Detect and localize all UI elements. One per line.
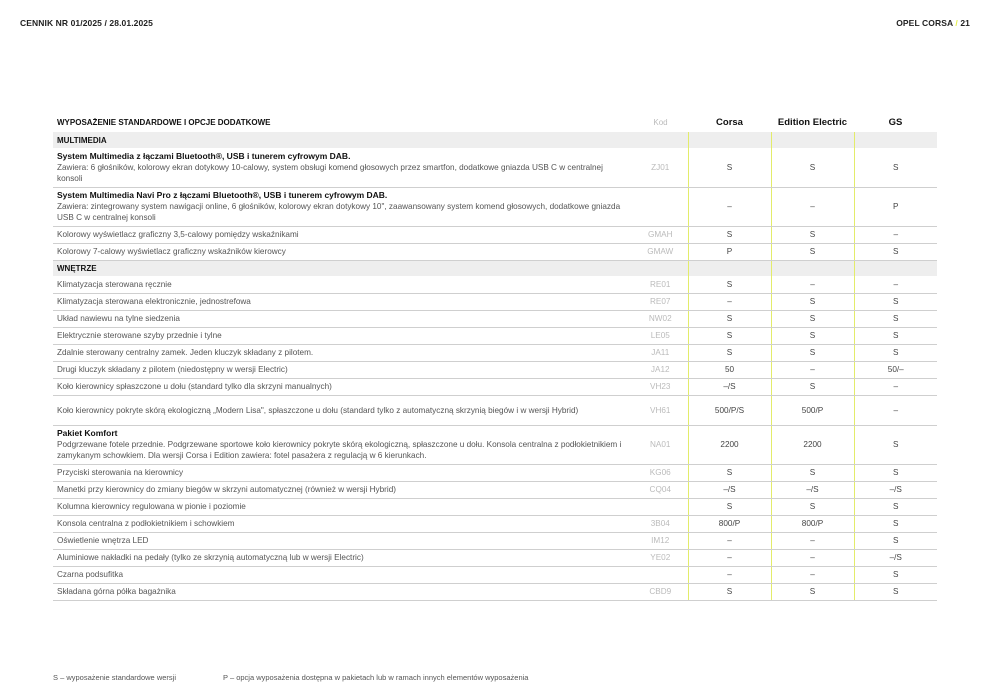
equipment-details: Zawiera: 6 głośników, kolorowy ekran dotykowy 10-calowy, system obsługi komend głosowych przez smartfon, dodatkowe gniazda USB C w centralnej konsoli (57, 162, 603, 183)
equipment-details: Elektrycznie sterowane szyby przednie i tylne (57, 331, 222, 340)
equipment-code: KG06 (633, 464, 688, 481)
table-row (53, 464, 937, 481)
slash-separator: / (955, 18, 958, 28)
value-edition-electric: –/S (771, 481, 854, 498)
equipment-description (53, 276, 633, 293)
value-edition-electric: 800/P (771, 515, 854, 532)
legend-standard: S – wyposażenie standardowe wersji (53, 673, 176, 682)
value-gs: – (854, 395, 937, 425)
value-gs: S (854, 566, 937, 583)
value-gs: S (854, 583, 937, 600)
equipment-title: Pakiet Komfort (57, 428, 118, 438)
equipment-code: GMAH (633, 226, 688, 243)
equipment-code: ZJ01 (633, 148, 688, 187)
value-corsa: –/S (688, 378, 771, 395)
section-title: MULTIMEDIA (53, 132, 688, 148)
value-gs: S (854, 327, 937, 344)
equipment-title: System Multimedia z łączami Bluetooth®, USB i tunerem cyfrowym DAB. (57, 150, 351, 161)
equipment-description (53, 187, 633, 226)
equipment-code: RE07 (633, 293, 688, 310)
value-corsa: 800/P (688, 515, 771, 532)
table-header (53, 112, 937, 132)
value-gs: S (854, 148, 937, 187)
equipment-description (53, 310, 633, 327)
table-row (53, 532, 937, 549)
value-edition-electric: S (771, 293, 854, 310)
table-row (53, 583, 937, 600)
value-corsa: S (688, 464, 771, 481)
table-row (53, 515, 937, 532)
value-corsa: 500/P/S (688, 395, 771, 425)
equipment-title: System Multimedia Navi Pro z łączami Bluetooth®, USB i tunerem cyfrowym DAB. (57, 190, 388, 200)
legend-option: P – opcja wyposażenia dostępna w pakietach lub w ramach innych elementów wyposażenia (223, 673, 529, 682)
value-corsa: S (688, 148, 771, 187)
page-number: 21 (960, 18, 970, 28)
value-gs: S (854, 425, 937, 464)
table-row (53, 361, 937, 378)
value-gs: –/S (854, 481, 937, 498)
equipment-details: Podgrzewane fotele przednie. Podgrzewane sportowe koło kierownicy pokryte skórą ekologiczną, spłaszczone u dołu. Konsola centralna z podłokietnikiem i zamykanym schowkiem. Dla wersji Corsa i Edition zawiera: fotel pasażera z regulacją w 6 kierunkach. (57, 440, 622, 460)
table-row (53, 378, 937, 395)
price-list-number: CENNIK NR 01/2025 (20, 18, 103, 28)
table-row (53, 327, 937, 344)
value-corsa: 2200 (688, 425, 771, 464)
section-header (53, 132, 937, 148)
value-edition-electric: – (771, 549, 854, 566)
equipment-description (53, 425, 633, 464)
value-gs: S (854, 310, 937, 327)
equipment-code: 3B04 (633, 515, 688, 532)
equipment-description (53, 361, 633, 378)
table-row (53, 243, 937, 260)
value-corsa: S (688, 226, 771, 243)
value-edition-electric: S (771, 498, 854, 515)
equipment-description (53, 243, 633, 260)
value-corsa: –/S (688, 481, 771, 498)
equipment-description (53, 148, 633, 187)
equipment-details: Zawiera: zintegrowany system nawigacji online, 6 głośników, kolorowy ekran dotykowy 10", zaawansowany system komend głosowych, dodatkowe gniazda USB C w centralnej konsoli (57, 202, 621, 222)
value-gs: – (854, 276, 937, 293)
value-edition-electric: – (771, 532, 854, 549)
equipment-code: LE05 (633, 327, 688, 344)
equipment-code: IM12 (633, 532, 688, 549)
table-row (53, 425, 937, 464)
equipment-details: Koło kierownicy pokryte skórą ekologiczną „Modern Lisa", spłaszczone u dołu (standard tylko z automatyczną skrzynią biegów i w wersji Hybrid) (57, 405, 579, 415)
value-gs: S (854, 464, 937, 481)
document-header-right (896, 18, 970, 28)
value-corsa: S (688, 583, 771, 600)
value-corsa: S (688, 310, 771, 327)
equipment-details: Kolumna kierownicy regulowana w pionie i poziomie (57, 502, 246, 511)
document-header-left (20, 18, 153, 28)
column-header-gs: GS (888, 116, 903, 128)
value-gs: – (854, 226, 937, 243)
table-row (53, 481, 937, 498)
equipment-description (53, 327, 633, 344)
value-edition-electric: – (771, 361, 854, 378)
equipment-details: Składana górna półka bagażnika (57, 587, 176, 596)
equipment-description (53, 378, 633, 395)
equipment-description (53, 583, 633, 600)
equipment-code: CBD9 (633, 583, 688, 600)
table-row (53, 148, 937, 187)
equipment-code: NW02 (633, 310, 688, 327)
equipment-description (53, 481, 633, 498)
equipment-details: Klimatyzacja sterowana elektronicznie, jednostrefowa (57, 297, 251, 306)
equipment-code: GMAW (633, 243, 688, 260)
value-edition-electric: S (771, 243, 854, 260)
equipment-details: Klimatyzacja sterowana ręcznie (57, 279, 172, 289)
value-edition-electric: S (771, 310, 854, 327)
equipment-description (53, 226, 633, 243)
value-gs: S (854, 293, 937, 310)
value-edition-electric: S (771, 327, 854, 344)
value-gs: 50/– (854, 361, 937, 378)
value-gs: –/S (854, 549, 937, 566)
value-edition-electric: S (771, 583, 854, 600)
value-gs: S (854, 515, 937, 532)
table-row (53, 549, 937, 566)
equipment-code: RE01 (633, 276, 688, 293)
equipment-description (53, 566, 633, 583)
equipment-details: Układ nawiewu na tylne siedzenia (57, 314, 180, 323)
value-corsa: S (688, 276, 771, 293)
equipment-description (53, 344, 633, 361)
table-row (53, 344, 937, 361)
table-row (53, 395, 937, 425)
equipment-code: VH61 (633, 395, 688, 425)
section-title: WNĘTRZE (53, 260, 688, 276)
slash-separator: / (104, 18, 107, 28)
column-header-edition-electric: Edition Electric (777, 116, 848, 128)
value-corsa: 50 (688, 361, 771, 378)
table-row (53, 187, 937, 226)
equipment-table (53, 112, 937, 601)
value-edition-electric: S (771, 378, 854, 395)
equipment-code: CQ04 (633, 481, 688, 498)
equipment-code (633, 187, 688, 226)
equipment-code: NA01 (633, 425, 688, 464)
equipment-description (53, 395, 633, 425)
value-edition-electric: 2200 (771, 425, 854, 464)
equipment-details: Drugi kluczyk składany z pilotem (niedostępny w wersji Electric) (57, 365, 288, 374)
value-corsa: – (688, 549, 771, 566)
table-row (53, 310, 937, 327)
value-corsa: – (688, 293, 771, 310)
value-corsa: – (688, 187, 771, 226)
column-header-corsa: Corsa (716, 116, 743, 128)
value-edition-electric: S (771, 226, 854, 243)
equipment-details: Oświetlenie wnętrza LED (57, 536, 149, 545)
equipment-description (53, 515, 633, 532)
value-corsa: S (688, 344, 771, 361)
value-corsa: S (688, 498, 771, 515)
value-gs: – (854, 378, 937, 395)
equipment-description (53, 293, 633, 310)
section-header (53, 260, 937, 276)
equipment-details: Koło kierownicy spłaszczone u dołu (standard tylko dla skrzyni manualnych) (57, 382, 332, 391)
equipment-description (53, 464, 633, 481)
equipment-details: Manetki przy kierownicy do zmiany biegów w skrzyni automatycznej (również w wersji Hybrid) (57, 485, 396, 494)
equipment-details: Przyciski sterowania na kierownicy (57, 468, 184, 477)
value-corsa: – (688, 566, 771, 583)
value-corsa: P (688, 243, 771, 260)
equipment-details: Czarna podsufitka (57, 570, 123, 579)
value-edition-electric: S (771, 148, 854, 187)
equipment-details: Kolorowy wyświetlacz graficzny 3,5-calowy pomiędzy wskaźnikami (57, 230, 299, 239)
column-header-equipment: WYPOSAŻENIE STANDARDOWE I OPCJE DODATKOWE (57, 117, 271, 127)
equipment-description (53, 532, 633, 549)
equipment-code (633, 566, 688, 583)
value-gs: S (854, 243, 937, 260)
table-row (53, 293, 937, 310)
model-name: OPEL CORSA (896, 18, 953, 28)
equipment-code: VH23 (633, 378, 688, 395)
equipment-code: JA11 (633, 344, 688, 361)
value-edition-electric: S (771, 344, 854, 361)
value-edition-electric: – (771, 187, 854, 226)
value-corsa: S (688, 327, 771, 344)
equipment-details: Kolorowy 7-calowy wyświetlacz graficzny wskaźników kierowcy (57, 247, 286, 256)
equipment-code: YE02 (633, 549, 688, 566)
column-header-code: Kod (653, 117, 668, 127)
value-edition-electric: 500/P (771, 395, 854, 425)
table-row (53, 226, 937, 243)
value-gs: P (854, 187, 937, 226)
equipment-details: Zdalnie sterowany centralny zamek. Jeden kluczyk składany z pilotem. (57, 348, 314, 357)
value-edition-electric: – (771, 276, 854, 293)
price-list-date: 28.01.2025 (109, 18, 153, 28)
equipment-description (53, 549, 633, 566)
table-row (53, 566, 937, 583)
value-edition-electric: S (771, 464, 854, 481)
equipment-details: Aluminiowe nakładki na pedały (tylko ze skrzynią automatyczną lub w wersji Electric) (57, 553, 364, 562)
table-row (53, 498, 937, 515)
value-gs: S (854, 532, 937, 549)
value-edition-electric: – (771, 566, 854, 583)
equipment-description (53, 498, 633, 515)
equipment-code: JA12 (633, 361, 688, 378)
equipment-details: Konsola centralna z podłokietnikiem i schowkiem (57, 519, 235, 528)
equipment-code (633, 498, 688, 515)
table-row (53, 276, 937, 293)
value-gs: S (854, 344, 937, 361)
value-gs: S (854, 498, 937, 515)
value-corsa: – (688, 532, 771, 549)
